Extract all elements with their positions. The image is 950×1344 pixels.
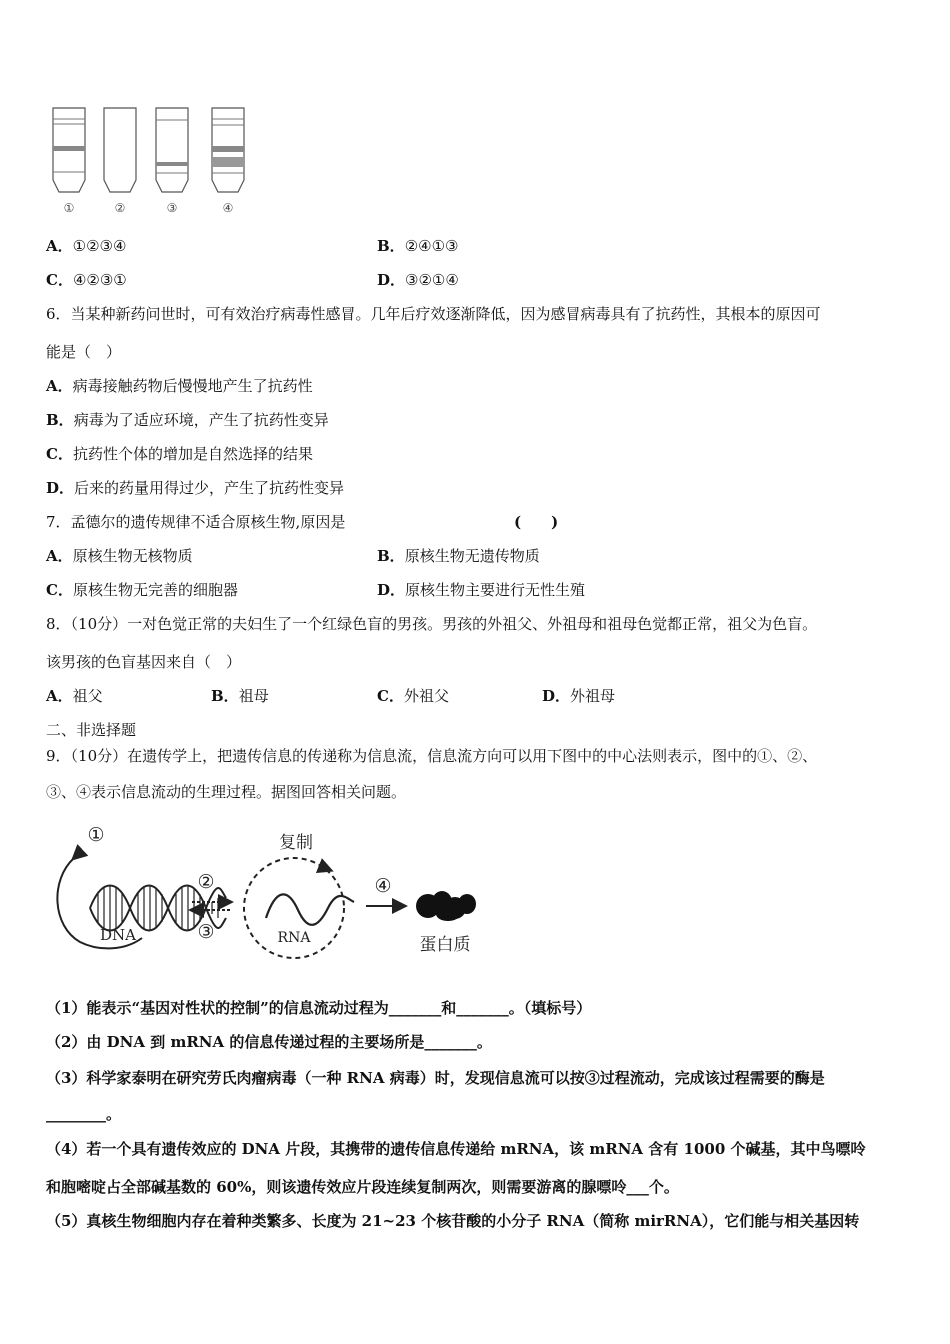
tubes-figure bbox=[45, 102, 255, 218]
q5-option-c: C．④②③① bbox=[46, 271, 127, 289]
process-4-label: ④ bbox=[374, 875, 392, 897]
q7-stem: 7．孟德尔的遗传规律不适合原核生物,原因是 bbox=[46, 513, 346, 531]
q8-option-b: B．祖母 bbox=[211, 687, 269, 705]
tube-4-band-b bbox=[212, 157, 244, 167]
q6-option-c: C．抗药性个体的增加是自然选择的结果 bbox=[46, 445, 313, 463]
q8-stem-line2: 该男孩的色盲基因来自（ ） bbox=[46, 653, 242, 671]
central-dogma-diagram bbox=[44, 818, 494, 966]
protein-label: 蛋白质 bbox=[419, 935, 471, 955]
tube-label-2: ② bbox=[114, 201, 126, 215]
q7-option-b: B．原核生物无遗传物质 bbox=[377, 547, 540, 565]
q9-sub2: （2）由 DNA 到 mRNA 的信息传递过程的主要场所是_______。 bbox=[46, 1033, 492, 1051]
q9-sub3-line2: ________。 bbox=[46, 1105, 122, 1123]
q8-option-d: D．外祖母 bbox=[542, 687, 616, 705]
dna-label: DNA bbox=[100, 926, 136, 944]
replication-label: 复制 bbox=[279, 833, 313, 853]
q7-option-a: A．原核生物无核物质 bbox=[46, 547, 193, 565]
q7-answer-paren: ( ) bbox=[514, 513, 559, 531]
q6-option-b: B．病毒为了适应环境，产生了抗药性变异 bbox=[46, 411, 329, 429]
q6-option-d: D．后来的药量用得过少，产生了抗药性变异 bbox=[46, 479, 345, 497]
q9-stem-line2: ③、④表示信息流动的生理过程。据图回答相关问题。 bbox=[46, 783, 407, 801]
process-3-label: ③ bbox=[197, 921, 215, 943]
tube-1-band bbox=[53, 146, 85, 151]
tube-2 bbox=[104, 108, 136, 192]
q5-option-b: B．②④①③ bbox=[377, 237, 459, 255]
q9-sub1: （1）能表示“基因对性状的控制”的信息流动过程为_______和_______。（填标号） bbox=[46, 999, 592, 1017]
q5-option-d: D．③②①④ bbox=[377, 271, 459, 289]
rna-strand bbox=[266, 894, 354, 924]
q9-sub4-line2: 和胞嘧啶占全部碱基数的 60%，则该遗传效应片段连续复制两次，则需要游离的腺嘌呤___个。 bbox=[46, 1178, 679, 1196]
q9-sub3-line1: （3）科学家泰明在研究劳氏肉瘤病毒（一种 RNA 病毒）时，发现信息流可以按③过程流动，完成该过程需要的酶是 bbox=[46, 1069, 825, 1087]
rna-label: RNA bbox=[277, 930, 311, 946]
q6-option-a: A．病毒接触药物后慢慢地产生了抗药性 bbox=[46, 377, 313, 395]
tube-label-1: ① bbox=[63, 201, 75, 215]
tube-3-band bbox=[156, 162, 188, 166]
q9-stem-line1: 9．（10分）在遗传学上，把遗传信息的传递称为信息流，信息流方向可以用下图中的中心法则表示，图中的①、②、 bbox=[46, 747, 818, 765]
tube-3 bbox=[156, 108, 188, 192]
tube-label-3: ③ bbox=[166, 201, 178, 215]
section-title: 二、非选择题 bbox=[46, 721, 137, 739]
q8-stem-line1: 8．（10分）一对色觉正常的夫妇生了一个红绿色盲的男孩。男孩的外祖父、外祖母和祖母色觉都正常，祖父为色盲。 bbox=[46, 615, 818, 633]
q6-stem-line2: 能是（ ） bbox=[46, 343, 122, 361]
q9-sub4-line1: （4）若一个具有遗传效应的 DNA 片段，其携带的遗传信息传递给 mRNA，该 mRNA 含有 1000 个碱基，其中鸟嘌呤 bbox=[46, 1140, 866, 1158]
process-2-label: ② bbox=[197, 871, 215, 893]
tube-4-band-a bbox=[212, 146, 244, 152]
q6-stem-line1: 6．当某种新药问世时，可有效治疗病毒性感冒。几年后疗效逐渐降低，因为感冒病毒具有了抗药性，其根本的原因可 bbox=[46, 305, 821, 323]
q9-sub5-line1: （5）真核生物细胞内存在着种类繁多、长度为 21~23 个核苷酸的小分子 RNA（简称 mirRNA），它们能与相关基因转 bbox=[46, 1212, 860, 1230]
rna-replication-arrow bbox=[320, 866, 330, 870]
q5-option-a: A．①②③④ bbox=[46, 237, 127, 255]
q8-option-a: A．祖父 bbox=[46, 687, 103, 705]
q8-option-c: C．外祖父 bbox=[377, 687, 449, 705]
protein-blob bbox=[416, 891, 476, 921]
tube-label-4: ④ bbox=[222, 201, 234, 215]
process-1-label: ① bbox=[87, 824, 105, 846]
q7-option-d: D．原核生物主要进行无性生殖 bbox=[377, 581, 586, 599]
q7-option-c: C．原核生物无完善的细胞器 bbox=[46, 581, 238, 599]
